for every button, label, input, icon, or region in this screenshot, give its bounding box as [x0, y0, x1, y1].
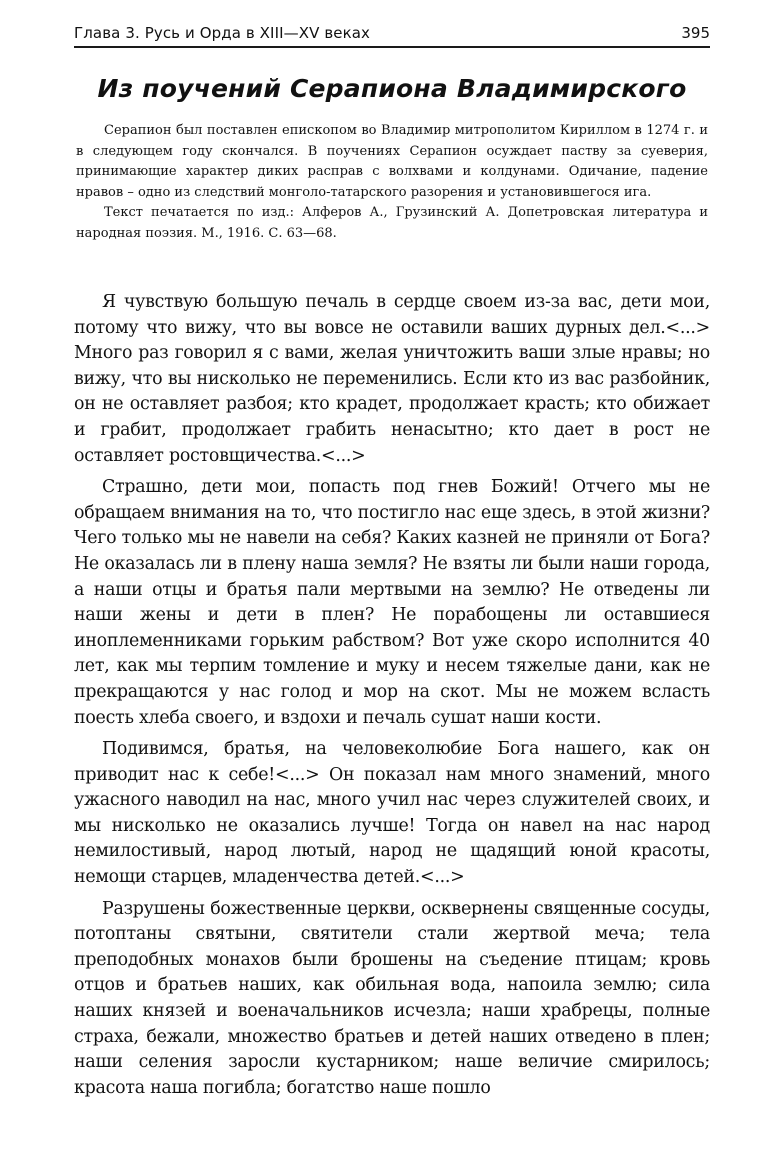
body-paragraph: Разрушены божественные церкви, осквернены священные сосуды, потоптаны святыни, святители стали жертвой меча; тела преподобных монахов были брошены на съедение птицам; кровь отцов и братьев наших, как обильная вода, напоила землю; сила наших князей и военачальников исчезла; наши храбрецы, полные страха, бежали, множество братьев и детей наших отведено в плен; наши селения заросли кустарником; наше величие смирилось; красота наша погибла; богатство наше пошло	[74, 898, 710, 1098]
body-paragraph: Страшно, дети мои, попасть под гнев Божий! Отчего мы не обращаем внимания на то, что постигло нас еще здесь, в этой жизни? Чего только мы не навели на себя? Каких казней не приняли от Бога? Не оказалась ли в плену наша земля? Не взяты ли были наши города, а наши отцы и братья пали мертвыми на землю? Не отведены ли наши жены и дети в плен? Не порабощены ли оставшиеся иноплеменниками горьким рабством? Вот уже скоро исполнится 40 лет, как мы терпим томление и муку и несем тяжелые дани, как не прекращаются у нас голод и мор на скот. Мы не можем всласть поесть хлеба своего, и вздохи и печаль сушат наши кости.	[74, 477, 710, 728]
chapter-title: Глава 3. Русь и Орда в XIII—XV веках	[74, 24, 371, 42]
intro-paragraph: Серапион был поставлен епископом во Владимир митрополитом Кириллом в 1274 г. и в следующем году скончался. В поучениях Серапион осуждает паству за суеверия, принимающие характер диких расправ с волхвами и колдунами. Одичание, падение нравов – одно из следствий монголо-татарского разорения и установившегося ига.	[76, 123, 708, 200]
intro-note	[76, 121, 708, 245]
body-paragraph: Я чувствую большую печаль в сердце своем из-за вас, дети мои, потому что вижу, что вы вовсе не оставили ваших дурных дел.<...> Много раз говорил я с вами, желая уничтожить ваши злые нравы; но вижу, что вы нисколько не переменились. Если кто из вас разбойник, он не оставляет разбоя; кто крадет, продолжает красть; кто обижает и грабит, продолжает грабить ненасытно; кто дает в рост не оставляет ростовщичества.<...>	[74, 292, 710, 466]
section-title: Из поучений Серапиона Владимирского	[97, 74, 687, 103]
body-paragraph: Подивимся, братья, на человеколюбие Бога нашего, как он приводит нас к себе!<...> Он показал нам много знамений, много ужасного наводил на нас, много учил нас через служителей своих, и мы нисколько не оказались лучше! Тогда он навел на нас народ немилостивый, народ лютый, народ не щадящий юной красоты, немощи старцев, младенчества детей.<...>	[74, 739, 710, 888]
running-header	[74, 22, 710, 48]
main-text	[74, 290, 710, 1107]
source-note: Текст печатается по изд.: Алферов А., Грузинский А. Допетровская литература и народная поэзия. М., 1916. С. 63—68.	[76, 205, 708, 241]
page-number: 395	[681, 24, 710, 42]
